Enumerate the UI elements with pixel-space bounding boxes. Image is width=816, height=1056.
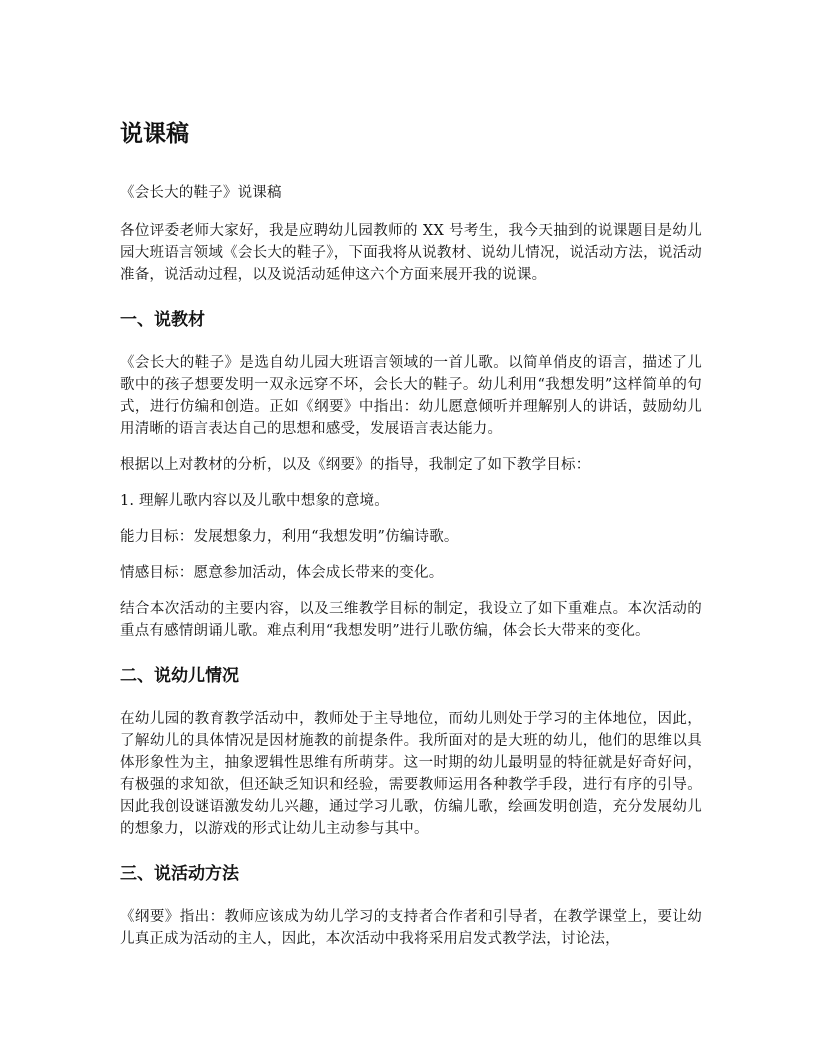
paragraph: 情感目标：愿意参加活动，体会成长带来的变化。 bbox=[120, 565, 444, 581]
paragraph: 《纲要》指出：教师应该成为幼儿学习的支持者合作者和引导者，在教学课堂上，要让幼儿真正成为活动的主人，因此，本次活动中我将采用启发式教学法，讨论法， bbox=[120, 909, 702, 947]
section-heading: 一、说教材 bbox=[120, 310, 205, 330]
intro-paragraph: 各位评委老师大家好，我是应聘幼儿园教师的 XX 号考生，我今天抽到的说课题目是幼儿园大班语言领域《会长大的鞋子》，下面我将从说教材、说幼儿情况，说活动方法，说活动准备，说活动过程，以及说活动延伸这六个方面来展开我的说课。 bbox=[120, 223, 702, 283]
document-title: 说课稿 bbox=[120, 121, 189, 147]
section-heading: 二、说幼儿情况 bbox=[120, 666, 239, 686]
section-textbook bbox=[120, 306, 702, 642]
document-page bbox=[120, 118, 702, 964]
paragraph: 在幼儿园的教育教学活动中，教师处于主导地位，而幼儿则处于学习的主体地位，因此，了解幼儿的具体情况是因材施教的前提条件。我所面对的是大班的幼儿，他们的思维以具体形象性为主，抽象逻辑性思维有所萌芽。这一时期的幼儿最明显的特征就是好奇好问，有极强的求知欲，但还缺乏知识和经验，需要教师运用各种教学手段，进行有序的引导。因此我创设谜语激发幼儿兴趣，通过学习儿歌，仿编儿歌，绘画发明创造，充分发展幼儿的想象力，以游戏的形式让幼儿主动参与其中。 bbox=[120, 711, 702, 837]
section-heading: 三、说活动方法 bbox=[120, 864, 239, 884]
paragraph: 根据以上对教材的分析，以及《纲要》的指导，我制定了如下教学目标： bbox=[120, 457, 591, 473]
paragraph: 结合本次活动的主要内容，以及三维教学目标的制定，我设立了如下重难点。本次活动的重点有感情朗诵儿歌。难点利用“我想发明”进行儿歌仿编，体会长大带来的变化。 bbox=[120, 601, 702, 639]
paragraph: 《会长大的鞋子》是选自幼儿园大班语言领域的一首儿歌。以简单俏皮的语言，描述了儿歌中的孩子想要发明一双永远穿不坏，会长大的鞋子。幼儿利用“我想发明”这样简单的句式，进行仿编和创造。正如《纲要》中指出：幼儿愿意倾听并理解别人的讲话，鼓励幼儿用清晰的语言表达自己的思想和感受，发展语言表达能力。 bbox=[120, 355, 702, 437]
paragraph: 能力目标：发展想象力，利用“我想发明”仿编诗歌。 bbox=[120, 529, 459, 545]
paragraph: 1. 理解儿歌内容以及儿歌中想象的意境。 bbox=[120, 493, 389, 509]
section-children bbox=[120, 662, 702, 840]
document-subtitle: 《会长大的鞋子》说课稿 bbox=[120, 185, 282, 201]
section-methods bbox=[120, 860, 702, 950]
